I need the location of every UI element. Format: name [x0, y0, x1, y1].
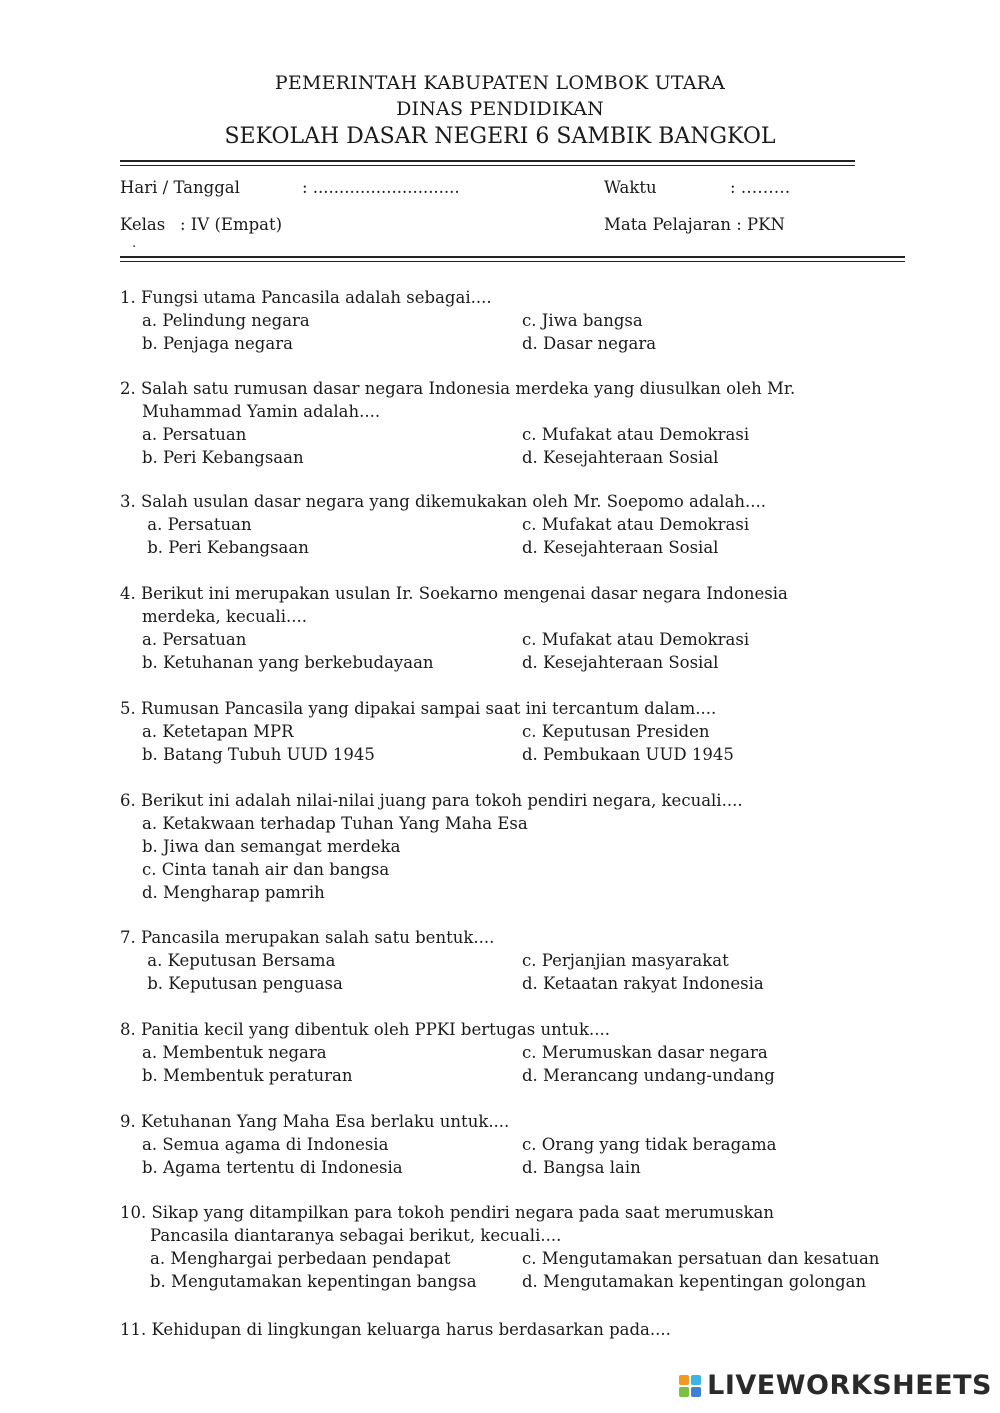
option-d[interactable]: d. Kesejahteraan Sosial	[522, 448, 719, 467]
header-rule-top-thick	[120, 160, 855, 162]
logo-tile-4	[691, 1387, 701, 1397]
option-b[interactable]: b. Agama tertentu di Indonesia	[142, 1158, 403, 1177]
option-b[interactable]: b. Ketuhanan yang berkebudayaan	[142, 653, 434, 672]
question-7	[120, 926, 920, 995]
question-stem: 9. Ketuhanan Yang Maha Esa berlaku untuk....	[120, 1112, 510, 1131]
question-stem: 8. Panitia kecil yang dibentuk oleh PPKI bertugas untuk....	[120, 1020, 610, 1039]
option-a[interactable]: a. Persatuan	[142, 425, 247, 444]
option-d[interactable]: d. Kesejahteraan Sosial	[522, 538, 719, 557]
option-a[interactable]: a. Ketakwaan terhadap Tuhan Yang Maha Esa	[142, 814, 528, 833]
question-4	[120, 582, 920, 674]
liveworksheets-brand	[679, 1370, 992, 1401]
option-c[interactable]: c. Mengutamakan persatuan dan kesatuan	[522, 1249, 880, 1268]
option-a[interactable]: a. Persatuan	[142, 515, 252, 534]
option-b[interactable]: b. Batang Tubuh UUD 1945	[142, 745, 375, 764]
option-d[interactable]: d. Mengutamakan kepentingan golongan	[522, 1272, 867, 1291]
question-stem: 3. Salah usulan dasar negara yang dikemukakan oleh Mr. Soepomo adalah....	[120, 492, 767, 511]
question-11	[120, 1318, 920, 1341]
option-a[interactable]: a. Semua agama di Indonesia	[142, 1135, 389, 1154]
option-c[interactable]: c. Orang yang tidak beragama	[522, 1135, 777, 1154]
header-rule-bottom-thick	[120, 256, 905, 258]
logo-tile-1	[679, 1375, 689, 1385]
option-d[interactable]: d. Mengharap pamrih	[142, 883, 325, 902]
question-2	[120, 377, 920, 469]
option-c[interactable]: c. Perjanjian masyarakat	[522, 951, 729, 970]
option-c[interactable]: c. Jiwa bangsa	[522, 311, 643, 330]
question-stem: 10. Sikap yang ditampilkan para tokoh pendiri negara pada saat merumuskan Pancasila diantaranya sebagai berikut, kecuali....	[120, 1203, 774, 1245]
stray-mark: .	[132, 236, 137, 251]
question-10	[120, 1201, 910, 1293]
header-rule-top-thin	[120, 165, 855, 166]
question-6	[120, 789, 920, 904]
option-a[interactable]: a. Membentuk negara	[142, 1043, 327, 1062]
question-9	[120, 1110, 920, 1179]
question-stem: 7. Pancasila merupakan salah satu bentuk....	[120, 928, 495, 947]
department-name: DINAS PENDIDIKAN	[396, 98, 604, 120]
question-3	[120, 490, 920, 559]
option-a[interactable]: a. Persatuan	[142, 630, 247, 649]
class-value: : IV (Empat)	[180, 215, 283, 234]
option-b[interactable]: b. Membentuk peraturan	[142, 1066, 353, 1085]
question-5	[120, 697, 920, 766]
option-b[interactable]: b. Peri Kebangsaan	[142, 538, 309, 557]
option-c[interactable]: c. Merumuskan dasar negara	[522, 1043, 768, 1062]
liveworksheets-logo-icon	[679, 1375, 701, 1397]
question-stem: 11. Kehidupan di lingkungan keluarga harus berdasarkan pada....	[120, 1320, 671, 1339]
header-rule-bottom-thin	[120, 261, 905, 262]
question-stem: 5. Rumusan Pancasila yang dipakai sampai saat ini tercantum dalam....	[120, 699, 717, 718]
class-label: Kelas	[120, 215, 166, 234]
letterhead	[0, 70, 1000, 152]
government-name: PEMERINTAH KABUPATEN LOMBOK UTARA	[274, 72, 726, 94]
option-d[interactable]: d. Pembukaan UUD 1945	[522, 745, 734, 764]
time-label: Waktu	[604, 178, 657, 197]
logo-tile-3	[679, 1387, 689, 1397]
option-d[interactable]: d. Dasar negara	[522, 334, 657, 353]
question-stem: 4. Berikut ini merupakan usulan Ir. Soekarno mengenai dasar negara Indonesia merdeka, kecuali....	[120, 584, 788, 626]
option-b[interactable]: b. Mengutamakan kepentingan bangsa	[150, 1272, 477, 1291]
option-a[interactable]: a. Menghargai perbedaan pendapat	[150, 1249, 451, 1268]
option-b[interactable]: b. Penjaga negara	[142, 334, 293, 353]
question-stem: 2. Salah satu rumusan dasar negara Indonesia merdeka yang diusulkan oleh Mr. Muhammad Yamin adalah....	[120, 379, 796, 421]
option-a[interactable]: a. Ketetapan MPR	[142, 722, 294, 741]
option-b[interactable]: b. Keputusan penguasa	[142, 974, 343, 993]
option-c[interactable]: c. Keputusan Presiden	[522, 722, 710, 741]
day-date-value: : ............................	[302, 178, 460, 197]
brand-text: LIVEWORKSHEETS	[707, 1370, 992, 1401]
logo-tile-2	[691, 1375, 701, 1385]
question-1	[120, 286, 920, 355]
option-c[interactable]: c. Mufakat atau Demokrasi	[522, 515, 750, 534]
option-c[interactable]: c. Cinta tanah air dan bangsa	[142, 860, 390, 879]
time-value: : ………	[730, 178, 791, 197]
option-c[interactable]: c. Mufakat atau Demokrasi	[522, 425, 750, 444]
option-a[interactable]: a. Pelindung negara	[142, 311, 310, 330]
question-stem: 1. Fungsi utama Pancasila adalah sebagai....	[120, 288, 492, 307]
option-a[interactable]: a. Keputusan Bersama	[142, 951, 336, 970]
day-date-label: Hari / Tanggal	[120, 178, 240, 197]
option-d[interactable]: d. Bangsa lain	[522, 1158, 641, 1177]
option-b[interactable]: b. Jiwa dan semangat merdeka	[142, 837, 401, 856]
option-d[interactable]: d. Kesejahteraan Sosial	[522, 653, 719, 672]
option-b[interactable]: b. Peri Kebangsaan	[142, 448, 304, 467]
option-c[interactable]: c. Mufakat atau Demokrasi	[522, 630, 750, 649]
option-d[interactable]: d. Merancang undang-undang	[522, 1066, 775, 1085]
school-name: SEKOLAH DASAR NEGERI 6 SAMBIK BANGKOL	[224, 124, 776, 149]
subject-label: Mata Pelajaran : PKN	[604, 215, 785, 234]
question-stem: 6. Berikut ini adalah nilai-nilai juang para tokoh pendiri negara, kecuali....	[120, 791, 743, 810]
option-d[interactable]: d. Ketaatan rakyat Indonesia	[522, 974, 764, 993]
question-8	[120, 1018, 920, 1087]
